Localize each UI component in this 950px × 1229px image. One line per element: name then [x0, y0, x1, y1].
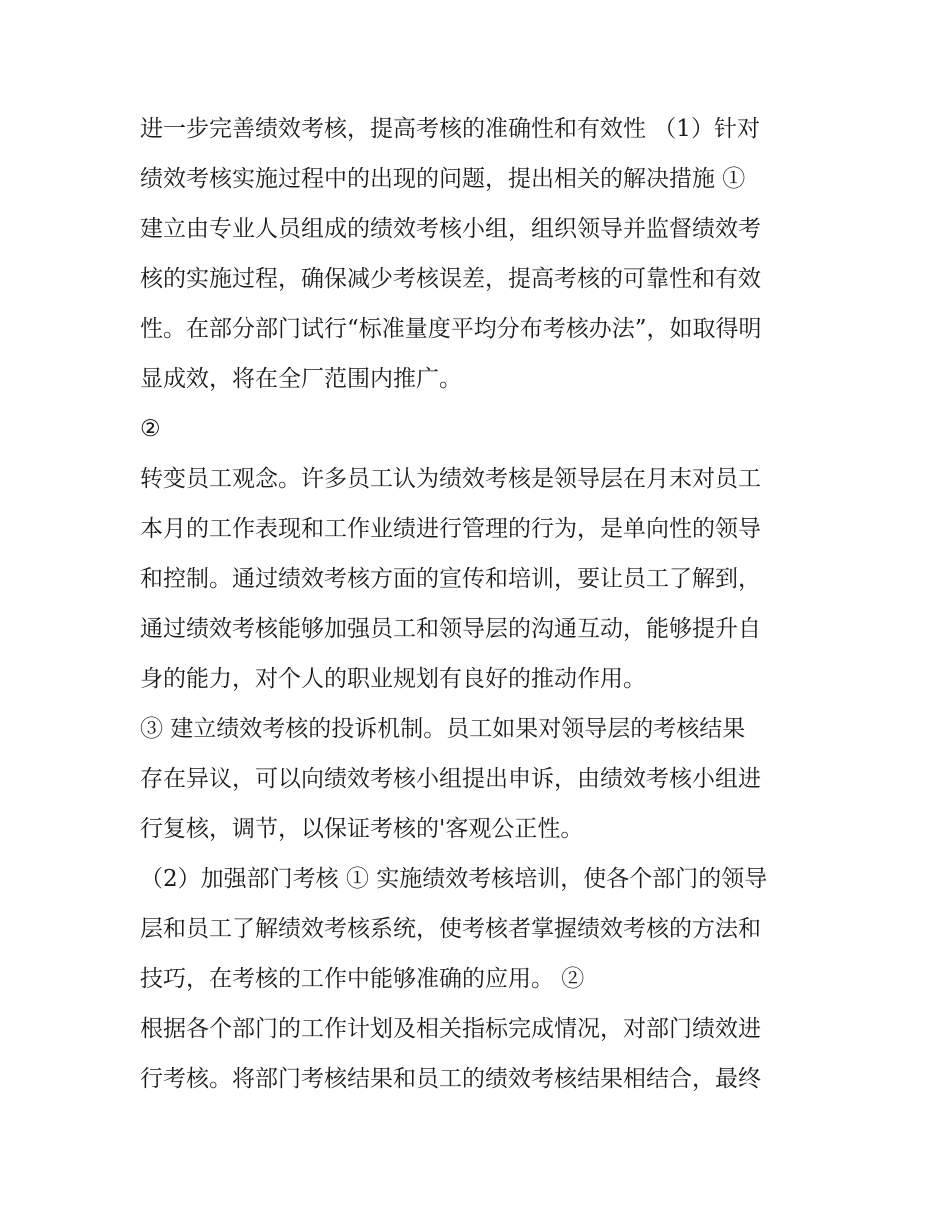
text-line: 显成效，将在全厂范围内推广。	[140, 366, 462, 392]
document-body	[140, 104, 820, 1104]
text-line: ③ 建立绩效考核的投诉机制。员工如果对领导层的考核结果	[140, 716, 746, 742]
text-line: 绩效考核实施过程中的出现的问题，提出相关的解决措施 ①	[140, 166, 746, 192]
text-line: 存在异议，可以向绩效考核小组提出申诉，由绩效考核小组进	[140, 766, 761, 792]
text-line: 转变员工观念。许多员工认为绩效考核是领导层在月末对员工	[140, 466, 761, 492]
text-line: 性。在部分部门试行“标准量度平均分布考核办法”，如取得明	[140, 316, 762, 342]
text-line: （2）加强部门考核 ① 实施绩效考核培训，使各个部门的领导	[140, 866, 768, 892]
text-line: 核的实施过程，确保减少考核误差，提高考核的可靠性和有效	[140, 266, 761, 292]
text-line: 进一步完善绩效考核，提高考核的准确性和有效性 （1）针对	[140, 116, 760, 142]
text-line: 建立由专业人员组成的绩效考核小组，组织领导并监督绩效考	[140, 216, 761, 242]
text-line: 技巧，在考核的工作中能够准确的应用。 ②	[140, 966, 585, 992]
text-line: 行复核，调节，以保证考核的'客观公正性。	[140, 816, 584, 842]
text-line: 本月的工作表现和工作业绩进行管理的行为，是单向性的领导	[140, 516, 761, 542]
text-line: 和控制。通过绩效考核方面的宣传和培训，要让员工了解到，	[140, 566, 761, 592]
text-line: 行考核。将部门考核结果和员工的绩效考核结果相结合，最终	[140, 1066, 761, 1092]
text-line: 根据各个部门的工作计划及相关指标完成情况，对部门绩效进	[140, 1016, 761, 1042]
text-line: 层和员工了解绩效考核系统，使考核者掌握绩效考核的方法和	[140, 916, 761, 942]
text-line: 通过绩效考核能够加强员工和领导层的沟通互动，能够提升自	[140, 616, 761, 642]
text-line: 身的能力，对个人的职业规划有良好的推动作用。	[140, 666, 646, 692]
text-line: ②	[140, 416, 161, 442]
